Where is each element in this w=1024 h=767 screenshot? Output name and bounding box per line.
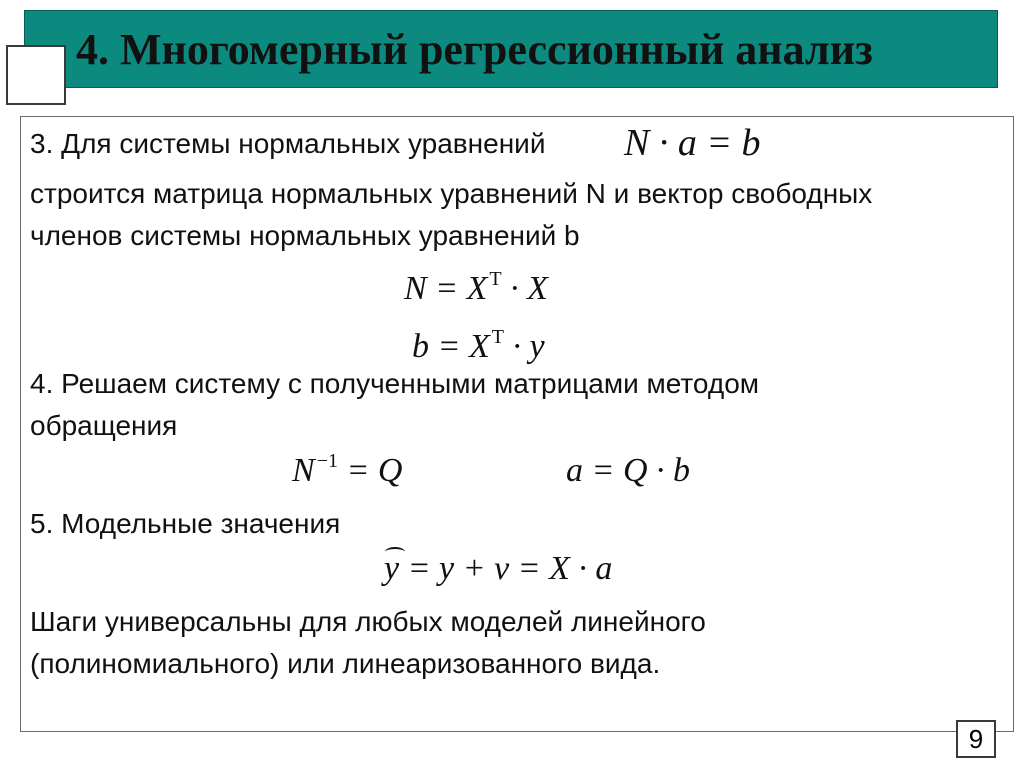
- equation-normal-matrix: [404, 268, 548, 314]
- step3-line2: членов системы нормальных уравнений b: [30, 220, 580, 251]
- equation-normal-system: N · a = b: [624, 122, 761, 164]
- equation-inverse-lhs: N: [292, 452, 315, 489]
- inverse-superscript: −1: [316, 450, 338, 472]
- equation-solution: a = Q · b: [566, 452, 690, 489]
- equation-free-terms-rhs: · y: [503, 328, 545, 365]
- step5-label: 5. Модельные значения: [30, 508, 341, 539]
- decorative-corner-box: [6, 45, 66, 105]
- step4-line2: обращения: [30, 410, 178, 441]
- conclusion-line1: Шаги универсальны для любых моделей линейного: [30, 606, 706, 637]
- equation-normal-matrix-lhs: N = X: [404, 270, 488, 307]
- equation-model-values: [384, 548, 612, 590]
- conclusion-line2: (полиномиального) или линеаризованного вида.: [30, 648, 661, 679]
- equation-inverse: [292, 450, 402, 496]
- equation-free-terms-lhs: b = X: [412, 328, 490, 365]
- equation-inverse-rhs: = Q: [337, 452, 403, 489]
- y-hat-symbol: y: [384, 548, 399, 590]
- equation-normal-matrix-rhs: · X: [501, 270, 548, 307]
- step3-line1: строится матрица нормальных уравнений N и вектор свободных: [30, 178, 873, 209]
- transpose-superscript: T: [489, 268, 502, 290]
- page-number-badge: 9: [956, 720, 996, 758]
- equation-model-rest: = y + v = X · a: [399, 550, 613, 587]
- transpose-superscript: T: [491, 326, 504, 348]
- step3-intro: 3. Для системы нормальных уравнений: [30, 128, 546, 159]
- slide-title: 4. Многомерный регрессионный анализ: [76, 25, 873, 74]
- step4-line1: 4. Решаем систему с полученными матрицами методом: [30, 368, 760, 399]
